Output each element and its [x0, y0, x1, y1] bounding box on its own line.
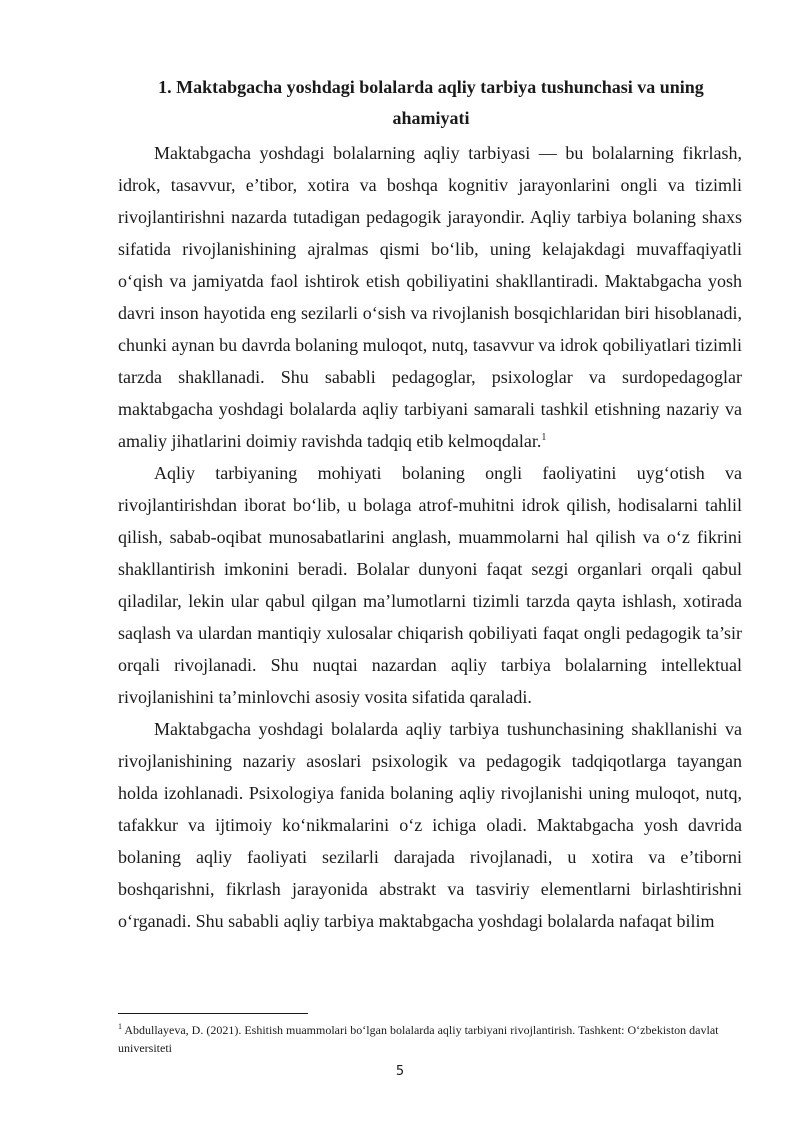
paragraph — [118, 713, 742, 937]
paragraph-text: Maktabgacha yoshdagi bolalarning aqliy tarbiyasi — bu bolalarning fikrlash, idrok, tasavvur, e’tibor, xotira va boshqa kognitiv jarayonlarini ongli va tizimli rivojlantirishni nazarda tutadigan pedagogik jarayondir. Aqliy tarbiya bolaning shaxs sifatida rivojlanishining ajralmas qismi bo‘lib, uning kelajakdagi muvaffaqiyatli o‘qish va jamiyatda faol ishtirok etish qobiliyatini shakllantiradi. Maktabgacha yosh davri inson hayotida eng sezilarli o‘sish va rivojlanish bosqichlaridan biri hisoblanadi, chunki aynan bu davrda bolaning muloqot, nutq, tasavvur va idrok qobiliyatlari tizimli tarzda shakllanadi. Shu sababli pedagoglar, psixologlar va surdopedagoglar maktabgacha yoshdagi bolalarda aqliy tarbiyani samarali tashkil etishning nazariy va amaliy jihatlarini doimiy ravishda tadqiq etib kelmoqdalar. — [118, 143, 742, 451]
footnote — [118, 1021, 738, 1057]
page-number: 5 — [395, 1064, 405, 1079]
paragraph-text: Aqliy tarbiyaning mohiyati bolaning ongli faoliyatini uyg‘otish va rivojlantirishdan iborat bo‘lib, u bolaga atrof-muhitni idrok qilish, hodisalarni tahlil qilish, sabab-oqibat munosabatlarini anglash, muammolarni hal qilish va o‘z fikrini shakllantirish imkonini beradi. Bolalar dunyoni faqat sezgi organlari orqali qabul qiladilar, lekin ular qabul qilgan ma’lumotlarni tizimli tarzda qayta ishlash, xotirada saqlash va ulardan mantiqiy xulosalar chiqarish qobiliyati faqat ongli pedagogik ta’sir orqali rivojlanadi. Shu nuqtai nazardan aqliy tarbiya bolalarning intellektual rivojlanishini ta’minlovchi asosiy vosita sifatida qaraladi. — [118, 463, 742, 707]
paragraph — [118, 137, 742, 457]
paragraph — [118, 457, 742, 713]
footnote-divider — [118, 1013, 308, 1014]
section-heading: 1. Maktabgacha yoshdagi bolalarda aqliy tarbiya tushunchasi va uning ahamiyati — [158, 77, 704, 128]
body-text — [118, 137, 742, 937]
footnote-text: Abdullayeva, D. (2021). Eshitish muammolari bo‘lgan bolalarda aqliy tarbiyani rivojlantirish. Tashkent: O‘zbekiston davlat universiteti — [118, 1023, 719, 1055]
paragraph-text: Maktabgacha yoshdagi bolalarda aqliy tarbiya tushunchasining shakllanishi va rivojlanishining nazariy asoslari psixologik va pedagogik tadqiqotlarga tayangan holda izohlanadi. Psixologiya fanida bolaning aqliy rivojlanishi uning muloqot, nutq, tafakkur va ijtimoiy ko‘nikmalarini o‘z ichiga oladi. Maktabgacha yosh davrida bolaning aqliy faoliyati sezilarli darajada rivojlanadi, u xotira va e’tiborni boshqarishni, fikrlash jarayonida abstrakt va tasviriy elementlarni birlashtirishni o‘rganadi. Shu sababli aqliy tarbiya maktabgacha yoshdagi bolalarda nafaqat bilim — [118, 719, 742, 931]
footnote-reference: 1 — [541, 432, 547, 443]
footnote-marker: 1 — [118, 1022, 122, 1031]
